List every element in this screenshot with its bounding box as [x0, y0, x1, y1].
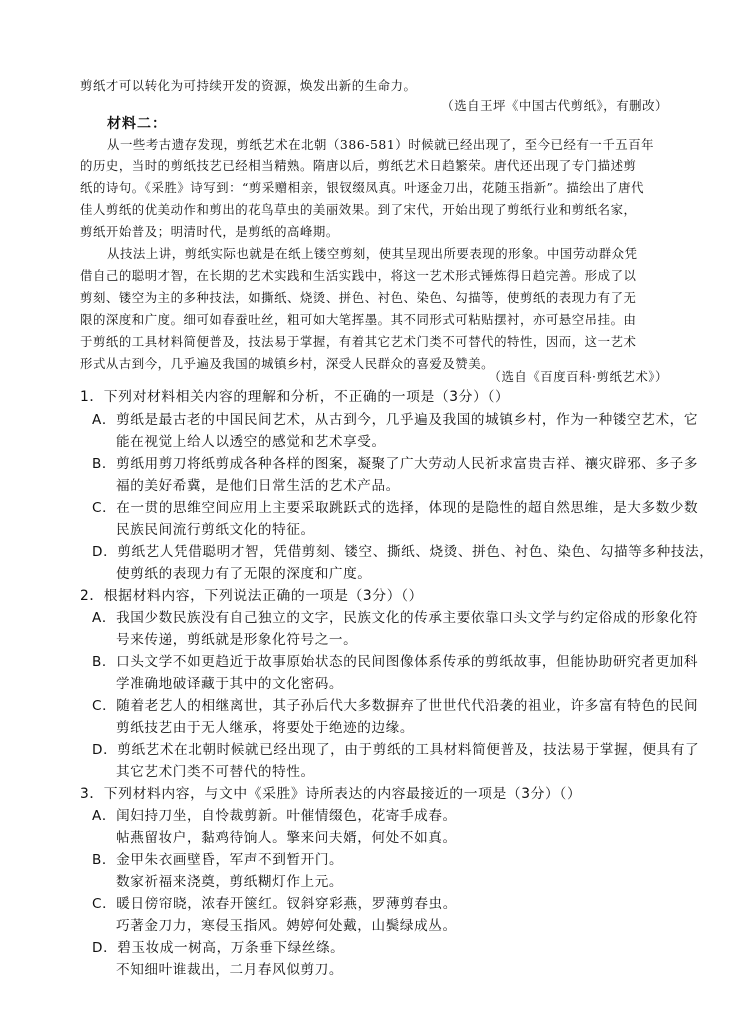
question-1-option-a: A．剪纸是最古老的中国民间艺术，从古到今，几乎遍及我国的城镇乡村，作为一种镂空艺术，它: [92, 412, 699, 428]
material2-line: 剪纸开始普及；明清时代，是剪纸的高峰期。: [80, 224, 339, 239]
question-2-option-b-cont: 学准确地破译藏于其中的文化密码。: [116, 676, 344, 692]
material2-source: （选自《百度百科·剪纸艺术》）: [488, 369, 668, 384]
material1-source: （选自王坪《中国古代剪纸》，有删改）: [441, 98, 668, 113]
question-3-option-b: B．金甲朱衣画壁昏，军声不到暂开门。: [92, 852, 344, 868]
question-2-stem: 2．根据材料内容，下列说法正确的一项是（3分）（）: [80, 588, 423, 604]
question-1-option-b: B．剪纸用剪刀将纸剪成各种各样的图案，凝聚了广大劳动人民祈求富贵吉祥、禳灾辟邪、多子多: [92, 456, 699, 472]
question-3-option-a-cont: 帖燕留妆户，黏鸡待饷人。擎来问夫婿，何处不如真。: [116, 830, 457, 846]
question-1-option-d: D．剪纸艺人凭借聪明才智，凭借剪刻、镂空、撕纸、烧烫、拼色、衬色、染色、勾描等多种技法，: [92, 544, 714, 560]
question-3-option-d: D．碧玉妆成一树高，万条垂下绿丝绦。: [92, 940, 345, 956]
material2-line: 纸的诗句。《采胜》诗写到：“剪采赠相亲，银钗缀凤真。叶逐金刀出，花随玉指新”。描绘出了唐代: [80, 180, 645, 195]
question-3-option-d-cont: 不知细叶谁裁出，二月春风似剪刀。: [116, 962, 344, 978]
material2-heading: 材料二：: [107, 116, 167, 132]
question-1-stem: 1．下列对材料相关内容的理解和分析，不正确的一项是（3分）（）: [80, 389, 510, 405]
question-2-option-c: C．随着老艺人的相继离世，其子孙后代大多数摒弃了世世代代沿袭的祖业，许多富有特色的民间: [92, 698, 699, 714]
material2-line: 借自己的聪明才智，在长期的艺术实践和生活实践中，将这一艺术形式锤炼得日趋完善。形成了以: [80, 268, 637, 283]
question-3-option-c-cont: 巧著金刀力，寒侵玉指风。娉婷何处戴，山鬓绿成丛。: [116, 918, 457, 934]
question-2-option-a-cont: 号来传递，剪纸就是形象化符号之一。: [116, 632, 358, 648]
material2-line: 从技法上讲，剪纸实际也就是在纸上镂空剪刻，使其呈现出所要表现的形象。中国劳动群众凭: [107, 246, 638, 261]
question-3-option-c: C．暖日傍帘晓，浓春开箧红。钗斜穿彩燕，罗薄剪春虫。: [92, 896, 457, 912]
question-2-option-d-cont: 其它艺术门类不可替代的特性。: [116, 764, 315, 780]
material2-line: 限的深度和广度。细可如春蚕吐丝，粗可如大笔挥墨。其不同形式可粘贴摆衬，亦可悬空吊挂。由: [80, 312, 637, 327]
question-2-option-c-cont: 剪纸技艺由于无人继承，将要处于绝迹的边缘。: [116, 720, 415, 736]
question-3-stem: 3．下列材料内容，与文中《采胜》诗所表达的内容最接近的一项是（3分）（）: [80, 786, 582, 802]
material2-line: 的历史，当时的剪纸技艺已经相当精熟。隋唐以后，剪纸艺术日趋繁荣。唐代还出现了专门描述剪: [80, 158, 637, 173]
question-2-option-a: A．我国少数民族没有自己独立的文字，民族文化的传承主要依靠口头文学与约定俗成的形象化符: [92, 610, 699, 626]
question-2-option-d: D．剪纸艺术在北朝时候就已经出现了，由于剪纸的工具材料简便普及，技法易于掌握，便具有了: [92, 742, 700, 758]
material2-line: 形式从古到今，几乎遍及我国的城镇乡村，深受人民群众的喜爱及赞美。: [80, 356, 495, 371]
material2-line: 剪刻、镂空为主的多种技法，如撕纸、烧烫、拼色、衬色、染色、勾描等，使剪纸的表现力有了无: [80, 290, 637, 305]
question-3-option-b-cont: 数家祈福来浇奠，剪纸糊灯作上元。: [116, 874, 344, 890]
material1-tail-text: 剪纸才可以转化为可持续开发的资源，焕发出新的生命力。: [80, 78, 417, 93]
material2-line: 佳人剪纸的优美动作和剪出的花鸟草虫的美丽效果。到了宋代，开始出现了剪纸行业和剪纸名家，: [80, 202, 637, 217]
question-1-option-b-cont: 福的美好希冀，是他们日常生活的艺术产品。: [116, 478, 400, 494]
material2-line: 于剪纸的工具材料简便普及，技法易于掌握，有着其它艺术门类不可替代的特性，因而，这一艺术: [80, 334, 637, 349]
question-2-option-b: B．口头文学不如更趋近于故事原始状态的民间图像体系传承的剪纸故事，但能协助研究者更加科: [92, 654, 699, 670]
question-1-option-c-cont: 民族民间流行剪纸文化的特征。: [116, 522, 315, 538]
question-1-option-c: C．在一贯的思维空间应用上主要采取跳跃式的选择，体现的是隐性的超自然思维，是大多数少数: [92, 500, 699, 516]
question-3-option-a: A．闺妇持刀坐，自怜裁剪新。叶催情缀色，花寄手成春。: [92, 808, 457, 824]
question-1-option-d-cont: 使剪纸的表现力有了无限的深度和广度。: [116, 566, 372, 582]
question-1-option-a-cont: 能在视觉上给人以透空的感觉和艺术享受。: [116, 434, 386, 450]
material2-line: 从一些考古遗存发现，剪纸艺术在北朝（386-581）时候就已经出现了，至今已经有一千五百年: [107, 137, 655, 152]
